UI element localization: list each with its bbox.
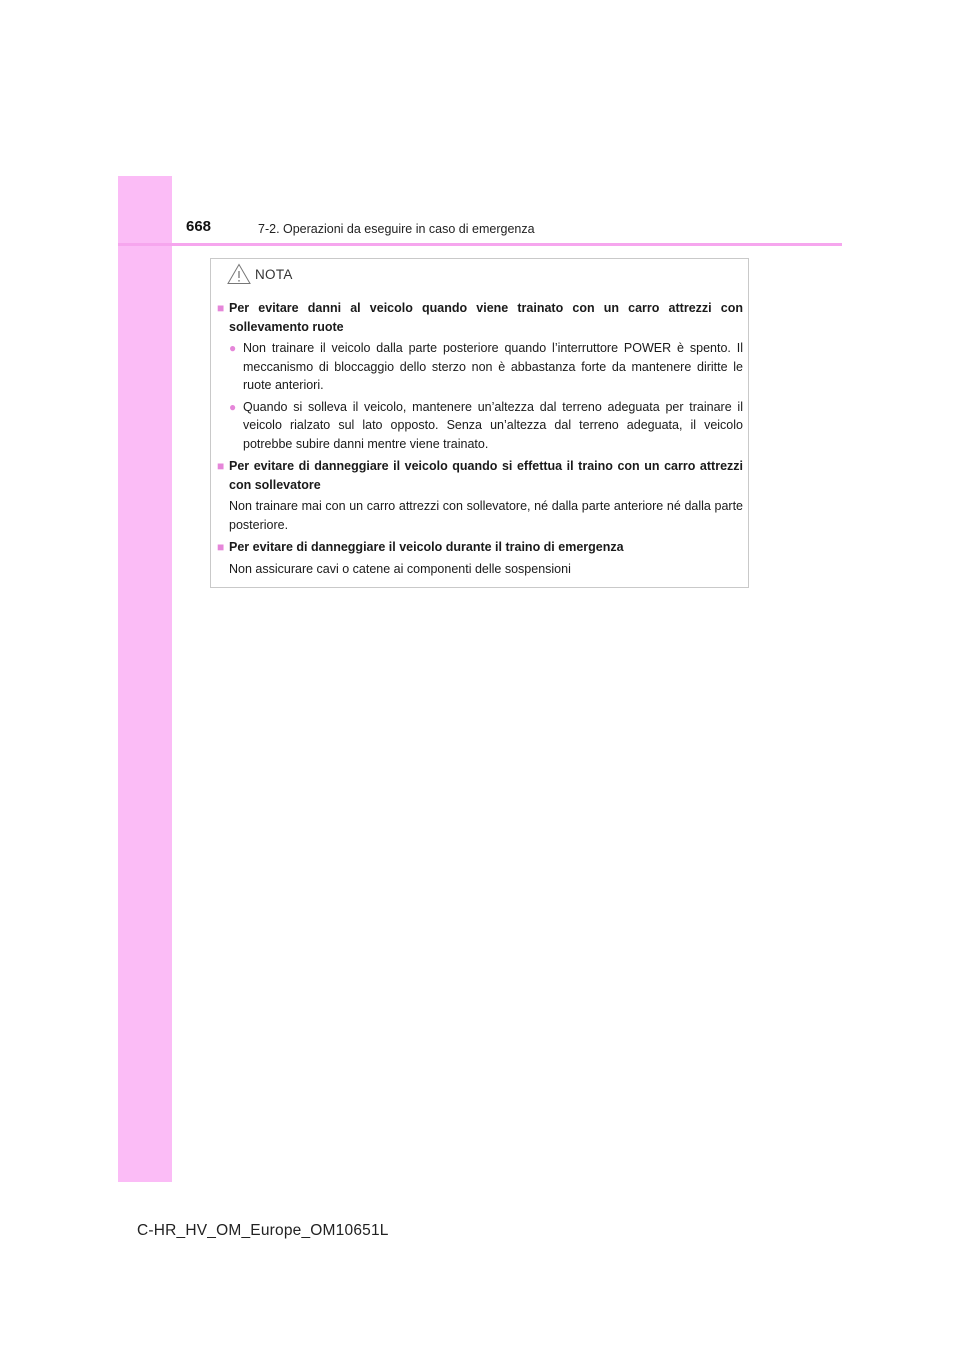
bullet-item [229,339,743,395]
square-bullet-icon: ■ [217,540,225,554]
note-item [217,457,743,534]
section-title: 7-2. Operazioni da eseguire in caso di emergenza [258,222,535,236]
note-item [217,299,743,453]
square-bullet-icon: ■ [217,301,225,315]
note-item-text: Non trainare mai con un carro attrezzi con sollevatore, né dalla parte anteriore né dalla parte posteriore. [229,499,743,532]
note-label: NOTA [255,266,293,282]
side-color-band [118,176,172,1182]
header-rule [118,243,842,246]
note-item-title: Per evitare danni al veicolo quando viene trainato con un carro attrezzi con sollevamento ruote [229,301,743,334]
note-header [227,259,293,289]
document-code: C-HR_HV_OM_Europe_OM10651L [137,1222,389,1239]
circle-bullet-icon: ● [229,341,237,355]
note-item-text: Non assicurare cavi o catene ai componenti delle sospensioni [229,561,571,576]
warning-triangle-icon [227,263,251,285]
note-item [217,538,743,578]
square-bullet-icon: ■ [217,459,225,473]
bullet-text: Non trainare il veicolo dalla parte posteriore quando l’interruttore POWER è spento. Il meccanismo di bloccaggio dello sterzo non è abbastanza forte da mantenere diritte le ruote anteriori. [243,341,743,392]
note-content [217,299,743,582]
bullet-item [229,398,743,454]
note-item-title: Per evitare di danneggiare il veicolo durante il traino di emergenza [229,540,624,554]
bullet-text: Quando si solleva il veicolo, mantenere un’altezza dal terreno adeguata per trainare il veicolo rialzato sul lato opposto. Senza un’altezza dal terreno adeguata, il veicolo potrebbe subire danni mentre viene trainato. [243,399,743,451]
note-box [210,258,749,588]
note-item-title: Per evitare di danneggiare il veicolo quando si effettua il traino con un carro attrezzi con sollevatore [229,459,743,492]
circle-bullet-icon: ● [229,399,237,414]
page-number: 668 [186,218,212,235]
